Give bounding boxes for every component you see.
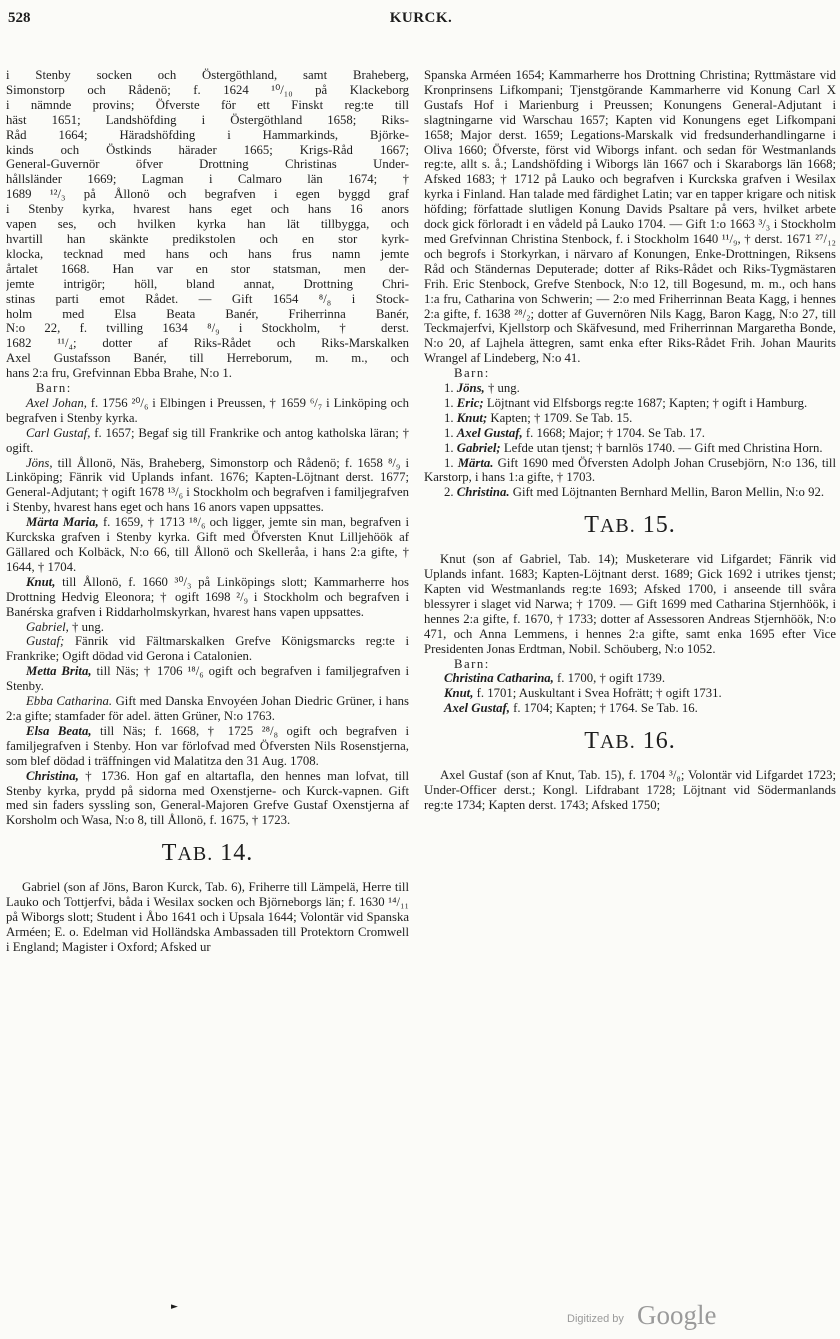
text-line: årtalet 1668. Han var en stor statsman, men der- — [6, 261, 409, 276]
tab-title-rest: AB. — [599, 515, 636, 538]
tab-number: 16. — [642, 728, 676, 755]
child-entry — [6, 396, 409, 426]
tab-title-initial: T — [584, 728, 600, 755]
text-line: 1682 ¹¹/₄; dotter af Riks-Rådet och Riks-Marskalken — [6, 336, 409, 351]
child-name: Jöns, — [26, 455, 53, 470]
child-name: Knut; — [456, 410, 488, 425]
child-entry — [6, 664, 409, 694]
text-line: stinas parti emot Rådet. — Gift 1654 ⁸/₈ i Stock- — [6, 291, 409, 306]
child-text: f. 1701; Auskultant i Svea Hofrätt; † ogift 1731. — [476, 686, 722, 701]
child-entry — [424, 381, 836, 396]
child-entry — [6, 620, 409, 635]
tab-title-rest: AB. — [177, 843, 214, 866]
child-number: 1. — [444, 455, 454, 470]
child-text: till Näs; f. 1668, † 1725 ²⁸/₈ ogift och begrafven i familjegrafven i Stenby. Hon var förlofvad med Öfversten Nils Rosenstjerna, som blef dödad i träffningen vid Malatitza den 31 Aug. 1708. — [6, 723, 409, 768]
child-text: f. 1668; Major; † 1704. Se Tab. 17. — [525, 425, 705, 440]
child-text: Gift 1690 med Öfversten Adolph Johan Crusebjörn, N:o 136, till Karstorp, i hans 1:a gifte, † 1703. — [424, 455, 836, 485]
child-entry — [6, 515, 409, 575]
text-line: Simonstorp och Rådenö; f. 1624 ¹⁰/₁₀ på Klackeborg — [6, 82, 409, 97]
child-text: f. 1659, † 1713 ¹⁸/₆ och ligger, jemte sin man, begrafven i Kurckska grafven i Stenby kyrka. Gift med Öfversten Knut Lilljehöök af Gällared och Kolbäck, N:o 66, till Ållonö och Skelleråa, i hans 2:a gifte, † 1644, † 1704. — [6, 515, 409, 574]
tab-15-heading — [424, 512, 836, 539]
text-line: General-Guvernör öfver Drottning Christinas Under- — [6, 157, 409, 172]
tab-title-rest: AB. — [599, 731, 636, 754]
text-line: hållsländer 1669; Lagman i Calmaro län 1674; † — [6, 172, 409, 187]
child-text: till Näs; † 1706 ¹⁸/₆ ogift och begrafven i familjegrafven i Stenby. — [6, 664, 409, 694]
google-logo: Google — [637, 1300, 717, 1330]
child-name: Ebba Catharina. — [26, 694, 113, 709]
page-header — [8, 6, 834, 42]
child-text: f. 1700, † ogift 1739. — [557, 671, 666, 686]
child-name: Axel Gustaf, — [456, 425, 523, 440]
child-name: Carl Gustaf, — [26, 425, 91, 440]
child-text: Lefde utan tjenst; † barnlös 1740. — Gift med Christina Horn. — [503, 440, 823, 455]
text-line: vapen ses, och hvilken kyrka han lät tillbygga, och — [6, 217, 409, 232]
text-line: i Stenby socken och Östergöthland, samt Braheberg, — [6, 68, 409, 82]
child-name: Märta Maria, — [26, 515, 99, 530]
text-line: holm med Elsa Beata Banér, Friherrinna Banér, — [6, 306, 409, 321]
child-name: Christina, — [26, 768, 79, 783]
printer-mark-icon: ► — [171, 1302, 178, 1312]
child-name: Gustaf; — [26, 634, 65, 649]
tab-14-heading — [6, 840, 409, 867]
child-entry — [424, 411, 836, 426]
text-line: kinds och Östkinds härader 1665; Krigs-Råd 1667; — [6, 142, 409, 157]
text-line: 1689 ¹²/₃ på Ållonö och begrafven i egen byggd graf — [6, 187, 409, 202]
page-number: 528 — [8, 10, 31, 26]
child-text: Löjtnant vid Elfsborgs reg:te 1687; Kapten; † ogift i Hamburg. — [486, 395, 808, 410]
tab-number: 14. — [220, 840, 254, 867]
child-text: Gift med Löjtnanten Bernhard Mellin, Baron Mellin, N:o 92. — [512, 485, 825, 500]
tab-16-text: Axel Gustaf (son af Knut, Tab. 15), f. 1704 ³/₈; Volontär vid Lifgardet 1723; Under-Officer derst.; Kongl. Lifdrabant 1728; Löjtnant vid Södermanlands reg:te 1734; Kapten derst. 1743; Afsked 1750; — [424, 768, 836, 812]
child-entry — [6, 694, 409, 724]
child-entry — [424, 671, 836, 686]
child-entry — [6, 724, 409, 769]
barn-label: Barn: — [454, 656, 490, 671]
child-text: Fänrik vid Fältmarskalken Grefve Königsmarcks reg:te i Frankrike; Ogift dödad vid Gerona i Catalonien. — [6, 634, 409, 664]
child-text: Gift med Danska Envoyéen Johan Diedric Grüner, i hans 2:a gifte; stamfader för adel. ätten Grüner, N:o 1763. — [6, 694, 409, 723]
child-entry — [424, 686, 836, 701]
child-number: 1. — [444, 425, 454, 440]
child-text: f. 1756 ²⁰/₆ i Elbingen i Preussen, † 1659 ⁶/₇ i Linköping och begrafven i Stenby kyrka. — [6, 395, 409, 425]
left-column — [6, 68, 409, 1330]
child-number: 1. — [444, 395, 454, 410]
child-entry — [6, 575, 409, 620]
tab-14-continuation: Spanska Arméen 1654; Kammarherre hos Drottning Christina; Ryttmästare vid Kronprinsens Lifkompani; Tjenstgörande Kammarherre vid Konung Carl X Gustafs Hof i Marienburg i Preussen; Konungens General-Adjutant i slagtningarne vid Warschau 1657; Kapten vid Konungens eget Lifkompani 1658; Major derst. 1659; Legations-Marskalk vid fredsunderhandlingarne i Oliva 1660; Öfverste, först vid Wiborgs infant. och sedan för Westmanlands reg:te, allt s. å.; Landshöfding i Wiborgs län 1667 och i Skaraborgs län 1668; Afsked 1683; † 1712 på Lauko och begrafven i Kurckska grafven i Wesilax kyrka i Finland. Han talade med färdighet Latin; var en tapper krigare och nitisk höfding; författade slutligen Konung Davids Psaltare på vers, hvilket arbete dock gick förloradt i en vådeld på Lauko 1704. — Gift 1:o 1663 ³/₃ i Stockholm med Grefvinnan Christina Stenbock, f. i Stockholm 1640 ¹¹/₉, † derst. 1671 ²⁷/₁₂ och begrofs i Storkyrkan, i närvaro af Konungen, Enke-Drottningen, Riksens Råd och Ständernas Deputerade; dotter af Riks-Rådet och Riks-Tygmästaren Frih. Eric Stenbock, Grefve Stenbock, N:o 12, till Bogesund, m. m., och hans 1:a fru, Catharina von Schwerin; — 2:o med Friherrinnan Beata Kagg, i hennes 2:a gifte, f. 1638 ²⁸/₂; dotter af Guvernören Nils Kagg, Baron Kagg, N:o 27, till Teckmajerfvi, Kjellstorp och Skäfvesund, med Friherrinnan Margaretha Bonde, N:o 20, af Lajhela ättegren, samt enka efter Riks-Rådet Frih. Johan Maurits Wrangel af Lindeberg, N:o 41. — [424, 68, 836, 366]
child-name: Gabriel; — [456, 440, 501, 455]
child-number: 1. — [444, 410, 454, 425]
child-entry — [424, 485, 836, 500]
child-name: Knut, — [444, 686, 474, 701]
tab-title-initial: T — [584, 512, 600, 539]
child-name: Eric; — [456, 395, 484, 410]
child-entry — [424, 441, 836, 456]
child-text: † ung. — [72, 619, 104, 634]
child-text: Kapten; † 1709. Se Tab. 15. — [490, 410, 633, 425]
text-line: häst 1651; Landshöfding i Östergöthland 1658; Riks- — [6, 112, 409, 127]
tab-title-initial: T — [161, 840, 178, 867]
child-name: Elsa Beata, — [26, 723, 92, 738]
child-entry — [6, 456, 409, 516]
child-text: † ung. — [487, 381, 520, 396]
barn-label: Barn: — [454, 366, 490, 381]
running-head: KURCK. — [389, 10, 453, 26]
child-entry — [6, 426, 409, 456]
child-name: Christina Catharina, — [444, 671, 554, 686]
digitized-watermark — [567, 1300, 767, 1334]
child-entry — [424, 456, 836, 486]
tab-number: 15. — [642, 512, 676, 539]
child-name: Gabriel, — [26, 619, 69, 634]
child-name: Knut, — [26, 574, 56, 589]
child-number: 1. — [444, 381, 454, 396]
text-line: Axel Gustafsson Banér, till Herreborum, m. m., och — [6, 351, 409, 366]
child-entry — [424, 701, 836, 716]
child-name: Jöns, — [456, 381, 485, 396]
text-line: N:o 22, f. tvilling 1634 ⁸/₉ i Stockholm, † derst. — [6, 321, 409, 336]
child-entry — [6, 634, 409, 664]
child-name: Axel Johan, — [26, 395, 87, 410]
child-entry — [424, 426, 836, 441]
right-column — [424, 68, 836, 1330]
child-text: till Ållonö, f. 1660 ³⁰/₃ på Linköpings slott; Kammarherre hos Drottning Hedvig Eleonora; † ogift 1698 ²/₉ i Stockholm och begrafven i Banérska grafven i Riddarholmskyrkan, hvarest hans vapen uppsattes. — [6, 574, 409, 619]
child-number: 2. — [444, 485, 454, 500]
text-line: jemte intrigör; höll, bland annat, Drottning Chri- — [6, 276, 409, 291]
child-text: † 1736. Hon gaf en altartafla, den hennes man lofvat, till Stenby kyrka, prydd på sidorna med Oxenstjerne- och Kurck-vapnen. Gift med sin faders syssling son, General-Majoren Grefve Gustaf Oxenstjerna af Korsholm och Wasa, N:o 8, till Ållonö, f. 1675, † 1723. — [6, 768, 409, 828]
intro-text — [6, 68, 409, 381]
text-line: Råd 1664; Häradshöfding i Hammarkinds, Björke- — [6, 127, 409, 142]
child-number: 1. — [444, 440, 454, 455]
child-name: Märta. — [457, 455, 494, 470]
tab-14-text: Gabriel (son af Jöns, Baron Kurck, Tab. 6), Friherre till Lämpelä, Herre till Lauko och Tottjerfvi, båda i Wesilax socken och Björneborgs län; f. 1630 ¹⁴/₁₁ på Wiborgs slott; Student i Åbo 1641 och i Upsala 1644; Volontär vid Spanska Arméen; E. o. Edelman vid Holländska Ambassaden till Protektorn Cromwell i England; Magister i Oxford; Afsked ur — [6, 880, 409, 954]
child-text: till Ållonö, Näs, Braheberg, Simonstorp och Rådenö; f. 1658 ⁸/₉ i Linköping; Fänrik vid Uplands infant. 1676; Kapten-Löjtnant derst. 1677; General-Adjutant; † ogift 1678 ¹³/₆ i Stockholm och begrafven i familjegrafven i Stenby, hvarest hans eget och hans 16 anors vapen uppsattes. — [6, 455, 409, 515]
child-name: Metta Brita, — [26, 664, 92, 679]
child-name: Axel Gustaf, — [444, 701, 510, 716]
digitized-label: Digitized by — [567, 1313, 624, 1325]
child-entry — [424, 396, 836, 411]
child-name: Christina. — [456, 485, 510, 500]
tab-16-heading — [424, 728, 836, 755]
text-line: i nämnde provins; Öfverste för ett Finskt reg:te till — [6, 97, 409, 112]
text-line: hans 2:a fru, Grefvinnan Ebba Brahe, N:o 1. — [6, 366, 232, 381]
text-line: klocka, tecknad med hans och hans frus namn jemte — [6, 246, 409, 261]
tab-15-text: Knut (son af Gabriel, Tab. 14); Musketerare vid Lifgardet; Fänrik vid Uplands infant. 1683; Kapten-Löjtnant derst. 1689; Gick 1692 i utrikes tjenst; Kapten vid Westmanlands reg:te 1693; Afsked 1700, i anseende till svåra blessyrer i slaget vid Narwa; † 1709. — Gift 1699 med Catharina Stjernhöök, i hennes 2:a gifte, f. 1670, † 1733; dotter af Assessoren Andreas Stjernhöök, N:o 471, och Anna Lemmens, i hennes 2:a gifte, samt enka 1695 efter Vice Presidenten Jonas Erdtman, Nobil. Schöuberg, N:o 1052. — [424, 552, 836, 656]
child-entry — [6, 769, 409, 829]
text-line: hvartill han skänkte predikstolen och en stor kyrk- — [6, 231, 409, 246]
barn-label: Barn: — [36, 381, 72, 396]
child-text: f. 1657; Begaf sig till Frankrike och antog katholska läran; † ogift. — [6, 425, 409, 455]
child-text: f. 1704; Kapten; † 1764. Se Tab. 16. — [513, 701, 698, 716]
text-line: i Stenby kyrka, hvarest hans eget och hans 16 anors — [6, 202, 409, 217]
